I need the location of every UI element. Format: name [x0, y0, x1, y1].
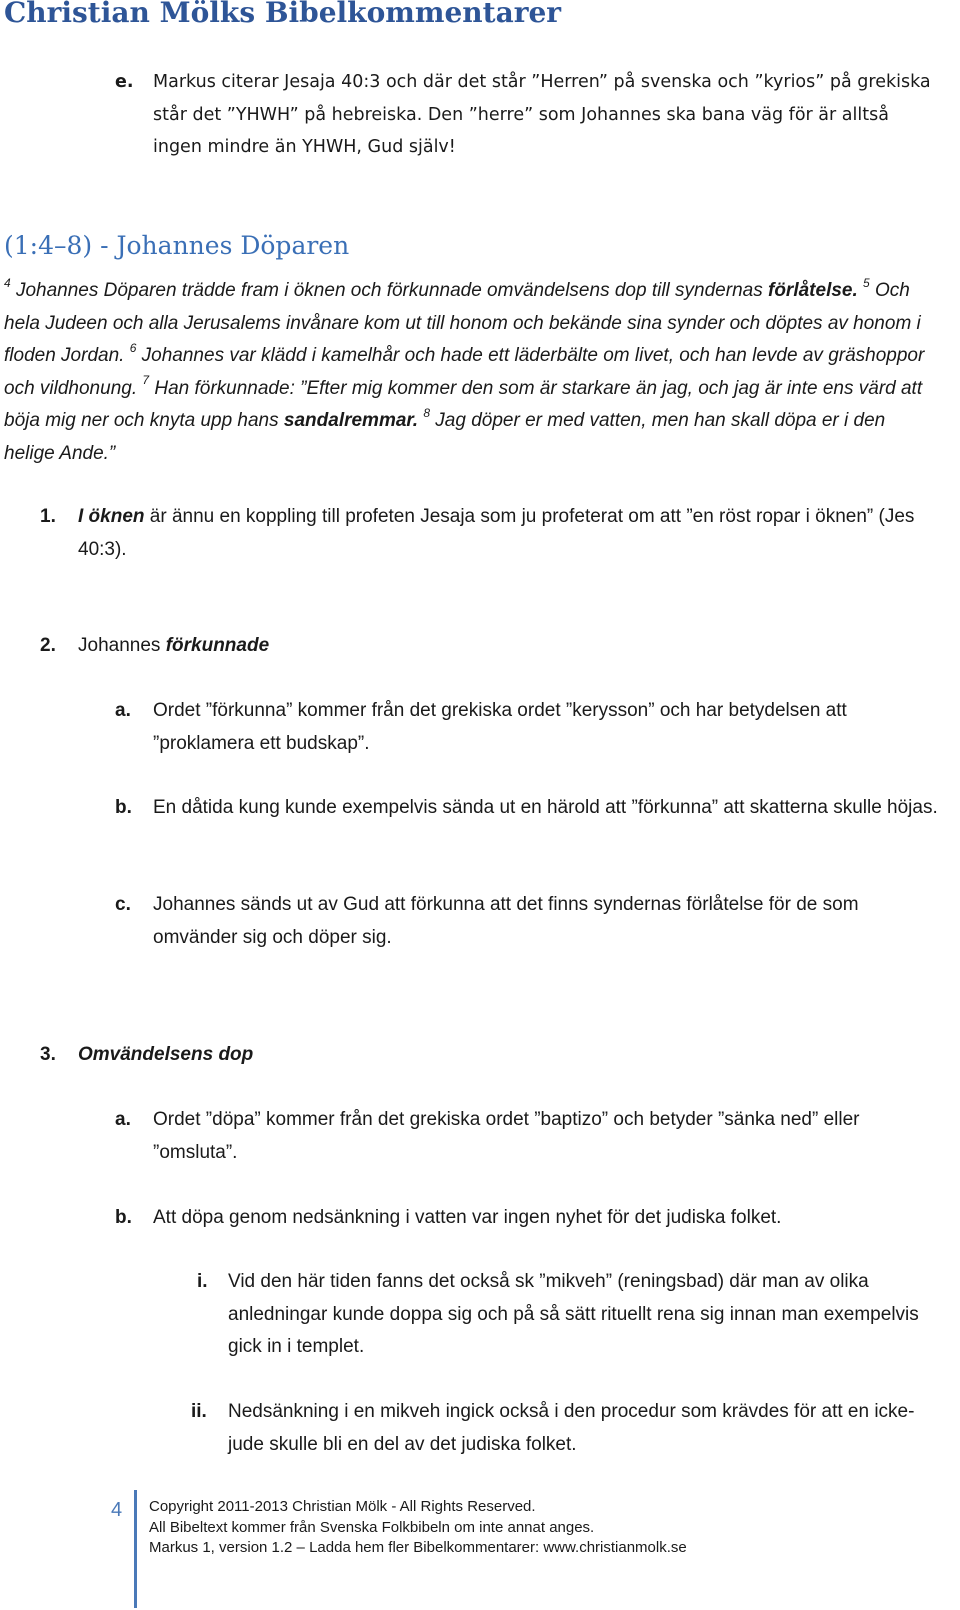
verse-text: Och hela Judeen och alla Jerusalems invånare kom ut till honom och bekände sina synder och döptes av honom i floden Jordan. [4, 280, 921, 366]
footer-note: All Bibeltext kommer från Svenska Folkbibeln om inte annat anges. [149, 1518, 595, 1536]
page-number: 4 [111, 1499, 123, 1521]
verse-number: 4 [4, 275, 11, 290]
subsub-item-text: Nedsänkning i en mikveh ingick också i den procedur som krävdes för att en icke-jude skulle bli en del av det judiska folket. [228, 1401, 915, 1455]
scripture-passage [4, 275, 934, 470]
subsub-marker: ii. [191, 1401, 207, 1422]
section-heading: (1:4–8) - Johannes Döparen [4, 231, 350, 260]
sub-item-text: Johannes sänds ut av Gud att förkunna att det finns syndernas förlåtelse för de som omvänder sig och döper sig. [153, 894, 859, 948]
subsub-marker: i. [197, 1271, 208, 1292]
verse-number: 5 [863, 275, 870, 290]
verse-text-bold: sandalremmar. [283, 410, 419, 431]
sub-marker: b. [115, 797, 132, 818]
point-marker: 1. [40, 506, 56, 527]
subsub-item-text: Vid den här tiden fanns det också sk ”mikveh” (reningsbad) där man av olika anledningar kunde doppa sig och på så sätt rituellt rena sig innan man exempelvis gick in i templet. [228, 1271, 919, 1357]
point-text [78, 501, 918, 566]
point-marker: 3. [40, 1044, 56, 1065]
sub-marker: c. [115, 894, 131, 915]
verse-text: Johannes var klädd i kamelhår och hade ett läderbälte om livet, och han levde av gräshoppor och vildhonung. [4, 345, 925, 399]
point-body: Johannes [78, 635, 166, 656]
list-marker: e. [115, 72, 134, 92]
sub-item-text: En dåtida kung kunde exempelvis sända ut en härold att ”förkunna” att skatterna skulle höjas. [153, 797, 938, 818]
footer-copyright: Copyright 2011-2013 Christian Mölk - All Rights Reserved. [149, 1498, 536, 1515]
page-title: Christian Mölks Bibelkommentarer [4, 0, 562, 29]
sub-marker: a. [115, 700, 131, 721]
verse-text-bold: förlåtelse. [768, 280, 858, 301]
verse-number: 6 [129, 340, 137, 355]
verse-text: Han förkunnade: ”Efter mig kommer den som är starkare än jag, och jag är inte ens värd att böja mig ner och knyta upp hans [4, 377, 923, 431]
point-tail: förkunnade [165, 635, 270, 656]
point-lead: I öknen [78, 506, 145, 527]
point-text [78, 630, 918, 663]
footer [149, 1497, 687, 1559]
point-title [78, 1039, 918, 1072]
sub-marker: a. [115, 1109, 131, 1130]
sub-marker: b. [115, 1207, 132, 1228]
list-item-text: Markus citerar Jesaja 40:3 och där det står ”Herren” på svenska och ”kyrios” på grekiska står det ”YHWH” på hebreiska. Den ”herre” som Johannes ska bana väg för är alltså ingen mindre än YHWH, Gud själv! [153, 72, 931, 157]
verse-number: 7 [142, 373, 150, 388]
point-body: är ännu en koppling till profeten Jesaja som ju profeterat om att ”en röst ropar i öknen” (Jes 40:3). [78, 506, 915, 560]
point-marker: 2. [40, 635, 56, 656]
point-title-text: Omvändelsens dop [78, 1044, 254, 1065]
footer-divider [134, 1490, 137, 1608]
footer-version: Markus 1, version 1.2 – Ladda hem fler Bibelkommentarer: www.christianmolk.se [149, 1539, 687, 1556]
sub-item-text: Ordet ”döpa” kommer från det grekiska ordet ”baptizo” och betyder ”sänka ned” eller ”omsluta”. [153, 1109, 860, 1163]
sub-item-text: Att döpa genom nedsänkning i vatten var ingen nyhet för det judiska folket. [153, 1207, 782, 1228]
verse-text: Johannes Döparen trädde fram i öknen och förkunnade omvändelsens dop till syndernas [10, 280, 768, 301]
verse-number: 8 [423, 405, 431, 420]
verse-text: Jag döper er med vatten, men han skall döpa er i den helige Ande.” [4, 410, 886, 464]
sub-item-text: Ordet ”förkunna” kommer från det grekiska ordet ”kerysson” och har betydelsen att ”proklamera ett budskap”. [153, 700, 847, 754]
